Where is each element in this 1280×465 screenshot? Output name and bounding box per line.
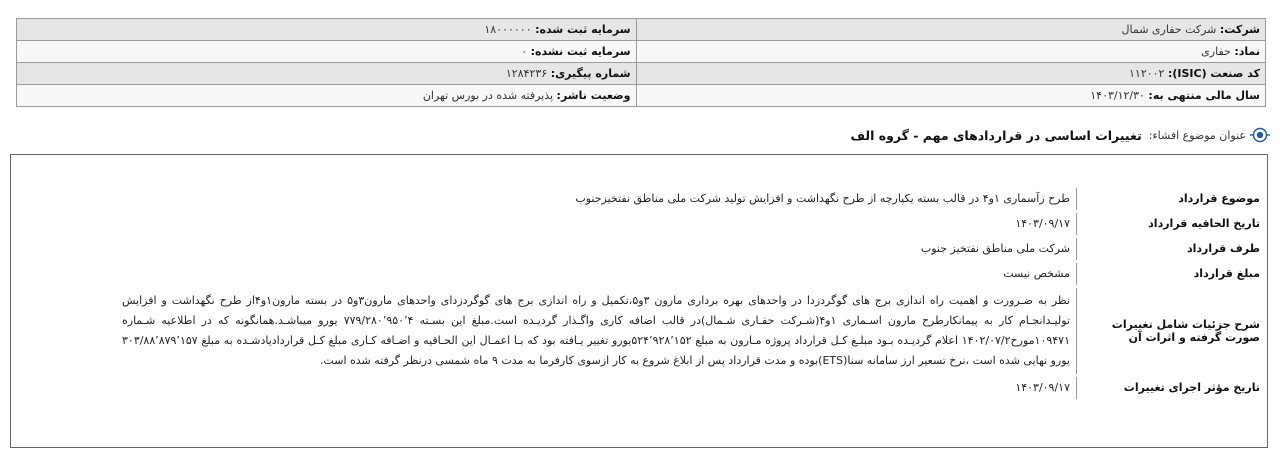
symbol-cell — [636, 41, 1265, 63]
detail-label: تاریخ مؤثر اجرای تغییرات — [1076, 377, 1266, 399]
tracking-label: شماره پیگیری: — [550, 67, 631, 80]
detail-row-contract-subject — [116, 188, 1266, 210]
detail-value: مشخص نیست — [1003, 267, 1070, 280]
subject-label: عنوان موضوع افشاء: — [1148, 128, 1246, 142]
publisher-status-label: وضعیت ناشر: — [556, 89, 631, 102]
isic-cell — [636, 63, 1265, 85]
unregistered-capital-label: سرمایه ثبت نشده: — [530, 45, 631, 58]
publisher-status-cell — [17, 85, 637, 107]
fiscal-year-label: سال مالی منتهی به: — [1148, 89, 1260, 102]
detail-value: طرح زآسماری ۱و۴ در قالب بسته یکپارچه از طرح نگهداشت و افزایش تولید شرکت ملی مناطق نفتخیزجنوب — [575, 192, 1070, 205]
company-label: شرکت: — [1219, 23, 1260, 36]
info-row — [17, 19, 1266, 41]
detail-label: شرح جزئیات شامل تغییرات صورت گرفته و اثرات آن — [1076, 288, 1266, 374]
detail-value: ۱۴۰۳/۰۹/۱۷ — [1015, 381, 1070, 394]
details-list — [116, 188, 1266, 402]
company-cell — [636, 19, 1265, 41]
symbol-label: نماد: — [1234, 45, 1260, 58]
detail-row-effective-date — [116, 377, 1266, 399]
info-row — [17, 41, 1266, 63]
symbol-value: حفاری — [1201, 45, 1231, 58]
company-info-table — [16, 18, 1266, 107]
info-row — [17, 85, 1266, 107]
target-bullet-icon — [1250, 125, 1270, 145]
detail-row-counterparty — [116, 238, 1266, 260]
detail-row-change-description — [116, 288, 1266, 374]
fiscal-year-cell — [636, 85, 1265, 107]
detail-row-contract-amount — [116, 263, 1266, 285]
detail-label: مبلغ قرارداد — [1076, 263, 1266, 285]
unregistered-capital-cell — [17, 41, 637, 63]
detail-row-amendment-date — [116, 213, 1266, 235]
tracking-value: ۱۲۸۴۲۳۶ — [505, 67, 548, 80]
detail-label: تاریخ الحاقیه قرارداد — [1076, 213, 1266, 235]
publisher-status-value: پذیرفته شده در بورس تهران — [422, 89, 554, 102]
detail-label: طرف قرارداد — [1076, 238, 1266, 260]
company-value: شرکت حفاری شمال — [1121, 23, 1217, 36]
registered-capital-value: ۱۸۰۰۰۰۰۰ — [484, 23, 532, 36]
detail-value: نظر به ضـرورت و اهمیت راه اندازی برج های گوگردزدا در واحدهای بهره برداری مارون ۳و۵،تکمیل و راه اندازی برج های گوگردزدای واحدهای مارون۳و۵ در بسته مارون۱و۴از طرح نگهداشت و افزایش تولیـدانجـام کار به پیمانکارطرح مارون اسـماری ۱و۴(شـرکت حفـاری شـمال)در قالب اضافه کاری واگـذار گردیـده است.مبلغ این بسـته ۷۷۹/۲۸۰٬۹۵۰٬۴ یورو میباشـد.همانگونه که در اطلاعیه شـماره ۱۰۹۴۷۱مورخ۱۴۰۲/۰۷/۲ اعلام گردیـده بـود مبلـغ کـل قرارداد پروژه مـارون به مبلغ ۵۲۴٬۹۲۸٬۱۵۲یورو تغییر یـافته بود که بـا اعمـال این الحـاقیه و اضـافه کـاری مبلغ کـل قراردادیادشـده به مبلغ ۳۰۳/۸۸٬۸۷۹٬۱۵۷ یورو نهایی شده است ،نرخ تسعیر ارز سامانه سنا(ETS)بوده و مدت قرارداد پس از ابلاغ شروع به کار ازسوی کارفرما به مدت ۹ ماه شمسی درنظر گرفته شده است. — [122, 294, 1071, 367]
unregistered-capital-value: ۰ — [521, 45, 528, 58]
isic-label: کد صنعت (ISIC): — [1167, 67, 1260, 80]
tracking-cell — [17, 63, 637, 85]
registered-capital-cell — [17, 19, 637, 41]
detail-value: شرکت ملی مناطق نفتخیز جنوب — [920, 242, 1070, 255]
subject-value: تغییرات اساسی در قراردادهای مهم - گروه الف — [850, 127, 1142, 143]
isic-value: ۱۱۲۰۰۲ — [1129, 67, 1165, 80]
detail-value: ۱۴۰۳/۰۹/۱۷ — [1015, 217, 1070, 230]
disclosure-subject — [851, 124, 1271, 146]
detail-label: موضوع قرارداد — [1076, 188, 1266, 210]
registered-capital-label: سرمایه ثبت شده: — [535, 23, 631, 36]
fiscal-year-value: ۱۴۰۳/۱۲/۳۰ — [1090, 89, 1145, 102]
info-row — [17, 63, 1266, 85]
